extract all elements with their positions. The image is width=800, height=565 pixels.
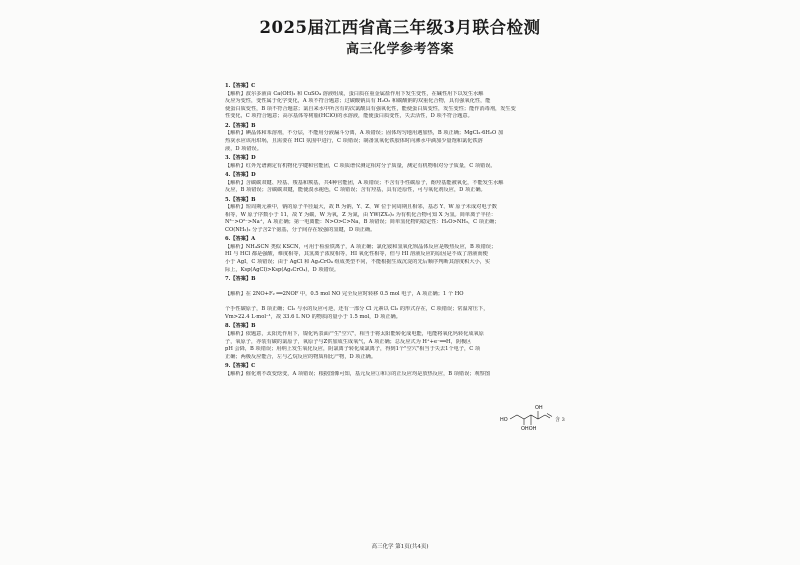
explanation-line: 反应为变性，变性属于化学变化，A 项不符合题意；过碳酸钠具有 H₂O₂ 和碳酸钠的双重化合物，具有强氧化性，能 bbox=[225, 98, 491, 105]
explanation-line: 正确；两极反应能合，左与乙烷反应的物质相比产物，D 项正确。 bbox=[225, 353, 377, 360]
answer-item bbox=[225, 172, 575, 195]
structure-tail-text: 含 3 bbox=[555, 417, 565, 423]
explanation-line: 【解析】短周期元素中，钠的原子半径最大，故 R 为钠，Y、Z、W 位于同周期且相邻，基态 Y、W 原子未成对电子数 bbox=[225, 204, 497, 211]
explanation-line: 热灰水应该用坩埚，且需要在 HCl 氛围中进行，C 项错误；制备氢氧化铁胶体时向沸水中滴加少量饱和氯化铁溶 bbox=[225, 137, 483, 144]
explanation-line: 【解析】NH₄SCN 类似 KSCN，可用于检验铁离子，A 项正确；氯化铵和氢氧化钡晶体反应是吸热反应，B 项错误； bbox=[225, 243, 497, 250]
answer-label: 1.【答案】C bbox=[225, 83, 256, 89]
explanation-line bbox=[225, 299, 575, 307]
structure-left-label: HO bbox=[500, 417, 508, 423]
explanation-line: 际上，Ksp(AgCl)>Ksp(Ag₂CrO₄)，D 项错误。 bbox=[225, 266, 340, 273]
answer-label: 3.【答案】D bbox=[225, 154, 256, 161]
explanation-line: 【解析】在 2NO+F₂ ══2NOF 中，0.5 mol NO 完全反应时转移 0.5 mol 电子，A 项正确；1 个 HO bbox=[225, 291, 464, 298]
structure-bottom-label: OHOH bbox=[521, 426, 537, 432]
explanation-line: 子，氧原子，亦装有碳的氯原子，氧原子与Z供加成生成氧气，A 项正确；总反应式为 H⁺+e⁻══H，阴极区 bbox=[225, 338, 472, 345]
page-footer: 高三化学 第1页(共4页) bbox=[371, 544, 429, 550]
answer-label: 9.【答案】C bbox=[225, 363, 256, 370]
explanation-line: 使蛋白质变性，B 项不符合题意；氯自来水中所含有的次氯酸具有强氧化性，能使蛋白质变性，发生变性；能作消毒剂，发生变 bbox=[225, 105, 516, 112]
explanation-line: Vm>22.4 L·mol⁻¹，故 33.6 L NO 的物质的量小于 1.5 mol，D 项正确。 bbox=[225, 314, 401, 320]
answer-label: 4.【答案】D bbox=[225, 171, 256, 178]
answer-label: 8.【答案】B bbox=[225, 323, 256, 330]
answer-label: 5.【答案】B bbox=[225, 196, 256, 203]
explanation-line: pH 会降，B 项错误；用纳上发生氧化反应，阴氯离子转化成氯离子，得到1个"空穴"相当于失去1个电子，C 项 bbox=[225, 346, 481, 353]
explanation-line: 个手性碳原子，B 项正确；Cl₂ 与水的反应可逆，还有一部分 Cl 元素以 Cl₂ 的形式存在，C 项错误；常温常压下， bbox=[225, 306, 489, 313]
explanation-line: 【解析】催化剂不改变焓变，A 项错误；根据图像可知，基元反应①和③的正反应均是放热反应，B 项错误；观察图 bbox=[225, 370, 491, 377]
explanation-line: 性变化，C 项符合题意；高尔基体等树脂(HClO)的水溶液，能使蛋白质变性，失去活性，D 项不符合题意。 bbox=[225, 113, 473, 120]
answer-label: 2.【答案】B bbox=[225, 122, 256, 129]
answer-item bbox=[225, 83, 575, 121]
answer-item bbox=[225, 363, 575, 378]
answer-label: 6.【答案】A bbox=[225, 236, 256, 243]
explanation-line: 【解析】依题意，太阳光作用下，镍化钙表面产生"空穴"，相当于将太阳能转化成电能，电能将氧化钙转化成氧原 bbox=[225, 330, 484, 337]
explanation-line: 相等，W 原子序数小于 11，故 Y 为碳，W 为氧，Z 为氮，由 YW(ZX₂)₂ 为有机化合物可知 X 为氢。简单离子半径： bbox=[225, 211, 497, 218]
structure-top-label: OH bbox=[535, 405, 543, 411]
answer-item bbox=[225, 236, 575, 274]
answer-label: 7.【答案】B bbox=[225, 276, 256, 283]
answer-list bbox=[225, 83, 575, 380]
structural-formula-drawing bbox=[497, 403, 577, 433]
structural-formula bbox=[497, 403, 577, 433]
explanation-line: N³⁻>O²⁻>Na⁺，A 项正确；第一电离能：N>O>C>Na，B 项错误；简单氢化物的稳定性：H₂O>NH₃，C 项正确； bbox=[225, 219, 500, 226]
page-title: 2025届江西省高三年级3月联合检测 bbox=[259, 18, 541, 37]
answer-item bbox=[225, 155, 575, 170]
page-subtitle: 高三化学参考答案 bbox=[345, 42, 454, 57]
explanation-line: 【解析】波尔多液由 Ca(OH)₂ 和 CuSO₄ 溶液组成，蛋白质在重金属盐作用下发生变性，在碱性用下以发生水解 bbox=[225, 90, 484, 97]
answer-item bbox=[225, 276, 575, 322]
explanation-line bbox=[225, 284, 575, 292]
explanation-line: 反应，B 项错误；含碳碳双键，能使溴水褪色，C 项错误；含有羟基，具有还原性，可与氧化剂反应，D 项正确。 bbox=[225, 187, 486, 194]
explanation-line: 小于 AgI，C 项错误；由于 AgCl 和 Ag₂CrO₄ 组成类型不同，不能根据生成沉淀的先后顺序判断其溶度积大小，实 bbox=[225, 259, 491, 266]
answer-item bbox=[225, 123, 575, 153]
answer-item bbox=[225, 197, 575, 235]
explanation-line: CO(NH₂)₂ 分子含2个氨基，分子间存在较强的氢键，D 项正确。 bbox=[225, 226, 376, 233]
explanation-line: 【解析】碘晶体和苯溶剂，不分层，不能用分液漏斗分离，A 项错误；固体均匀地用遇加热，B 项正确；MgCl₂·6H₂O 加 bbox=[225, 130, 504, 137]
explanation-line: 【解析】含碳碳双键、羟基、羧基和羰基，共4种官能团，A 项错误；不含有手性碳原子，酚羟基能被氧化，不能发生水解 bbox=[225, 179, 504, 186]
explanation-line: HI 与 HCl 都是强酸，难度相等，其氢离子浓度相等，HI 氧化性相等，但与 HI 溶液反应的原因是不成了溶液而便 bbox=[225, 251, 488, 258]
answer-item bbox=[225, 323, 575, 361]
explanation-line: 【解析】红外光谱测定有机物化学键和官能团，C 项质谱仪测定相对分子质量，测定有机物相对分子质量，C 项错误。 bbox=[225, 162, 496, 169]
explanation-line: 液，D 项错误。 bbox=[225, 145, 262, 152]
